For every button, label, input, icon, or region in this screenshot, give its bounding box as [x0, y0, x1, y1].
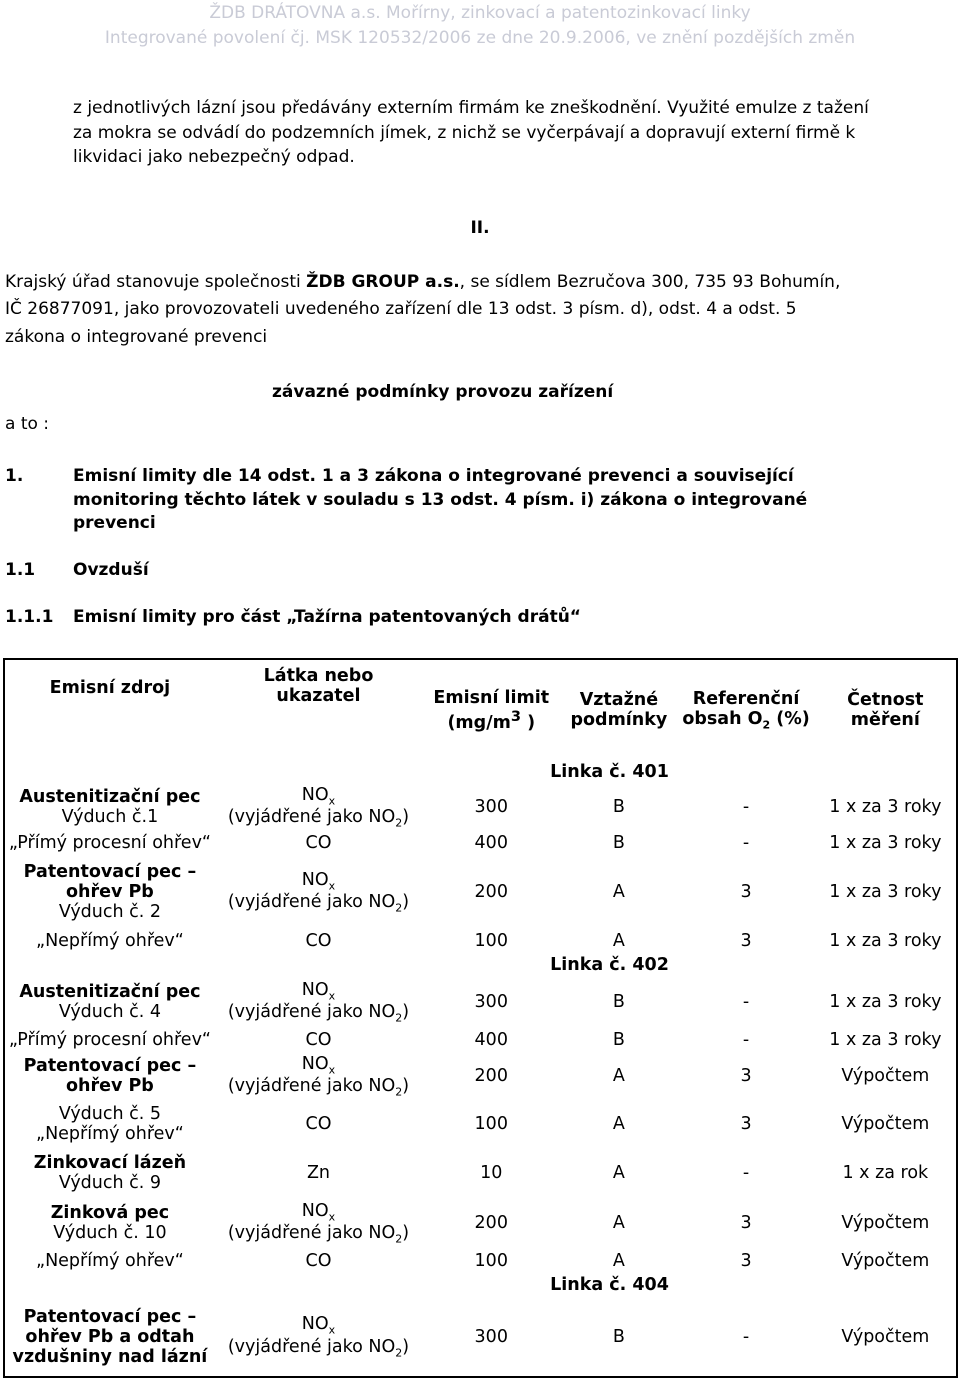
table-row [4, 953, 957, 977]
frequency-cell: 1 x za 3 roky [829, 930, 942, 951]
nox-expr: (vyjádřené jako NO [227, 1223, 396, 1243]
header-frequency [815, 659, 957, 760]
header-ref-1: Referenční [692, 688, 800, 709]
substance-cell: Zn [306, 1163, 331, 1183]
header-limit-3: ) [520, 712, 536, 733]
reference-cell: 3 [740, 882, 752, 902]
limit-cell: 300 [474, 797, 508, 817]
header-line-1: ŽDB DRÁTOVNA a.s. Mořírny, zinkovací a patentozinkovací linky [209, 3, 751, 23]
source-cell: „Přímý procesní ohřev“ [8, 833, 211, 853]
decision-line-2: IČ 26877091, jako provozovateli uvedeného zařízení dle 13 odst. 3 písm. d), odst. 4 a odst. 5 [5, 299, 797, 319]
condition-cell: A [612, 1066, 625, 1086]
header-limit-sup: 3 [510, 707, 521, 725]
reference-cell: 3 [740, 1114, 752, 1134]
header-ref-2: obsah O [682, 708, 763, 729]
condition-cell: A [612, 1163, 625, 1183]
table-row [4, 1198, 957, 1248]
ato-label: a to : [5, 414, 50, 434]
condition-cell: A [612, 1114, 625, 1134]
reference-cell: 3 [740, 1250, 752, 1271]
table-row [4, 1027, 957, 1052]
header-source: Emisní zdroj [49, 678, 171, 698]
source-name: Zinková pec [50, 1203, 170, 1223]
item-1-line-3: prevenci [73, 513, 156, 533]
header-reference [677, 659, 814, 760]
intro-line-3: likvidaci jako nebezpečný odpad. [73, 147, 355, 167]
source-cell [4, 1052, 215, 1100]
table-row [4, 1148, 957, 1198]
item-1-number: 1. [5, 466, 24, 486]
source-cell: „Přímý procesní ohřev“ [8, 1029, 211, 1050]
nox-expr-end: ) [402, 807, 410, 827]
limit-cell: 200 [474, 882, 508, 902]
source-name: Patentovací pec – [23, 1056, 197, 1076]
source-cell [4, 977, 215, 1027]
limit-cell: 300 [474, 1326, 508, 1347]
table-row [4, 1297, 957, 1377]
nox-sub: x [328, 989, 336, 1002]
limit-cell: 200 [474, 1066, 508, 1086]
condition-cell: B [612, 992, 625, 1012]
frequency-cell: 1 x za 3 roky [829, 992, 942, 1012]
nox-sub: x [328, 794, 336, 807]
reference-cell: - [742, 833, 750, 853]
header-substance [215, 659, 422, 760]
source-outlet: Výduch č. 2 [58, 902, 162, 922]
table-row [4, 1100, 957, 1148]
frequency-cell: Výpočtem [841, 1213, 930, 1233]
header-freq-2: měření [850, 710, 920, 730]
frequency-cell: 1 x za 3 roky [829, 1029, 942, 1050]
limit-cell: 300 [474, 992, 508, 1012]
decision-line-3: zákona o integrované prevenci [5, 327, 268, 347]
source-cell [4, 1100, 215, 1148]
section-number: II. [470, 218, 490, 238]
nox-expr: (vyjádřené jako NO [227, 892, 396, 912]
source-name-2: ohřev Pb [66, 882, 154, 902]
nox-sub: x [328, 1063, 336, 1076]
table-row [4, 830, 957, 856]
substance-cell [215, 1198, 422, 1248]
substance-cell [215, 856, 422, 928]
header-freq-1: Četnost [847, 690, 924, 710]
source-outlet: Výduch č.1 [61, 807, 159, 827]
header-cond-2: podmínky [570, 710, 668, 730]
source-name-3: vzdušniny nad lázní [12, 1346, 208, 1367]
substance-cell: CO [305, 833, 332, 853]
nox: NO [301, 1053, 329, 1074]
limit-cell: 200 [474, 1213, 508, 1233]
substance-cell [215, 977, 422, 1027]
source-name: Austenitizační pec [19, 982, 201, 1002]
reference-cell: 3 [740, 1213, 752, 1233]
source-name: Patentovací pec – [23, 862, 197, 882]
item-1-line-2: monitoring těchto látek v souladu s 13 odst. 4 písm. i) zákona o integrované [73, 490, 808, 510]
nox-expr-sub: 2 [395, 1346, 403, 1359]
decision-text-2: , se sídlem Bezručova 300, 735 93 Bohumín, [459, 272, 841, 292]
nox-expr-sub: 2 [395, 1232, 403, 1246]
source-cell: „Nepřímý ohřev“ [36, 930, 184, 951]
header-conditions [560, 659, 677, 760]
nox-expr-sub: 2 [395, 901, 403, 915]
nox-expr-end: ) [402, 1336, 410, 1357]
header-ref-3: (%) [770, 708, 810, 729]
table-row [4, 784, 957, 830]
source-outlet: Výduch č. 5 [58, 1104, 162, 1124]
frequency-cell: Výpočtem [841, 1250, 930, 1271]
table-row [4, 1052, 957, 1100]
item-1-1-1-title: Emisní limity pro část „Tažírna patentovaných drátů“ [73, 607, 581, 627]
nox-expr: (vyjádřené jako NO [227, 807, 396, 827]
item-1-line-1: Emisní limity dle 14 odst. 1 a 3 zákona o integrované prevenci a související [73, 466, 794, 486]
nox: NO [301, 869, 329, 890]
reference-cell: - [742, 992, 750, 1012]
header-limit-2: (mg/m [447, 712, 511, 733]
source-name: Zinkovací lázeň [33, 1153, 187, 1173]
condition-cell: B [612, 797, 625, 817]
table-row [4, 977, 957, 1027]
source-outlet: Výduch č. 4 [58, 1002, 162, 1022]
nox-sub: x [328, 1210, 336, 1223]
source-cell [4, 784, 215, 830]
decision-text: Krajský úřad stanovuje společnosti [5, 272, 307, 292]
line-404-title: Linka č. 404 [550, 1275, 669, 1295]
substance-cell: CO [305, 1250, 332, 1271]
nox-expr-end: ) [402, 1076, 410, 1096]
source-cell [4, 1148, 215, 1198]
header-limit-1: Emisní limit [433, 687, 550, 708]
source-outlet: Výduch č. 10 [53, 1223, 167, 1243]
nox-expr-end: ) [402, 892, 410, 912]
header-substance-1: Látka nebo [263, 666, 374, 686]
table-row [4, 1273, 957, 1297]
reference-cell: - [742, 1029, 750, 1050]
nox-expr-end: ) [402, 1223, 410, 1243]
limit-cell: 100 [474, 1250, 508, 1271]
substance-cell: CO [305, 1114, 332, 1134]
header-limit [422, 659, 560, 760]
line-401-title: Linka č. 401 [550, 762, 669, 782]
table-row [4, 928, 957, 953]
nox-expr: (vyjádřené jako NO [227, 1002, 396, 1022]
substance-cell [215, 784, 422, 830]
source-outlet: Výduch č. 9 [58, 1173, 162, 1193]
source-cell [4, 856, 215, 928]
limit-cell: 100 [474, 930, 508, 951]
nox: NO [301, 979, 329, 1000]
nox-sub: x [328, 1323, 336, 1337]
source-cell: „Nepřímý ohřev“ [36, 1250, 184, 1271]
header-cond-1: Vztažné [579, 690, 659, 710]
condition-cell: B [612, 833, 625, 853]
table-header-row [4, 659, 957, 760]
condition-cell: A [612, 1250, 625, 1271]
conditions-title: závazné podmínky provozu zařízení [272, 382, 614, 402]
nox-expr-end: ) [402, 1002, 410, 1022]
source-cell [4, 1297, 215, 1377]
reference-cell: - [742, 797, 750, 817]
substance-cell [215, 1297, 422, 1377]
frequency-cell: 1 x za 3 roky [829, 882, 942, 902]
frequency-cell: Výpočtem [841, 1114, 930, 1134]
condition-cell: B [612, 1326, 625, 1347]
source-name-2: ohřev Pb a odtah [25, 1326, 195, 1347]
nox: NO [301, 1200, 329, 1221]
source-name-2: ohřev Pb [66, 1076, 154, 1096]
table-row [4, 1248, 957, 1273]
nox-expr-sub: 2 [395, 1011, 403, 1025]
condition-cell: B [612, 1029, 625, 1050]
condition-cell: A [612, 882, 625, 902]
header-ref-sub: 2 [762, 718, 771, 732]
limit-cell: 400 [474, 833, 508, 853]
nox-expr: (vyjádřené jako NO [227, 1336, 396, 1357]
source-name: Austenitizační pec [19, 787, 201, 807]
source-cell [4, 1198, 215, 1248]
nox-expr: (vyjádřené jako NO [227, 1076, 396, 1096]
condition-cell: A [612, 1213, 625, 1233]
reference-cell: 3 [740, 1066, 752, 1086]
emission-limits-table [3, 658, 958, 1378]
limit-cell: 100 [474, 1114, 508, 1134]
table-row [4, 856, 957, 928]
nox-sub: x [328, 879, 336, 892]
frequency-cell: Výpočtem [841, 1326, 930, 1347]
frequency-cell: 1 x za 3 roky [829, 833, 942, 853]
line-402-title: Linka č. 402 [550, 955, 669, 975]
substance-cell: CO [305, 930, 332, 951]
source-name: Patentovací pec – [23, 1306, 197, 1327]
frequency-cell: 1 x za rok [842, 1163, 929, 1183]
decision-line-1 [5, 271, 840, 294]
substance-cell [215, 1052, 422, 1100]
nox: NO [301, 784, 329, 805]
nox: NO [301, 1314, 329, 1334]
item-1-1-number: 1.1 [5, 560, 36, 580]
frequency-cell: 1 x za 3 roky [829, 797, 942, 817]
intro-line-2: za mokra se odvádí do podzemních jímek, z nichž se vyčerpávají a dopravují externí firmě k [73, 123, 856, 143]
header-line-2: Integrované povolení čj. MSK 120532/2006 ze dne 20.9.2006, ve znění pozdějších změn [104, 28, 856, 48]
table-row [4, 760, 957, 784]
substance-cell: CO [305, 1029, 332, 1050]
source-heating: „Nepřímý ohřev“ [36, 1124, 184, 1144]
reference-cell: - [742, 1163, 750, 1183]
company-name: ŽDB GROUP a.s. [306, 272, 460, 292]
item-1-1-title: Ovzduší [73, 560, 149, 580]
nox-expr-sub: 2 [395, 816, 403, 830]
limit-cell: 400 [474, 1029, 508, 1050]
condition-cell: A [612, 930, 625, 951]
limit-cell: 10 [480, 1163, 503, 1183]
reference-cell: - [742, 1326, 750, 1347]
header-substance-2: ukazatel [276, 686, 361, 706]
nox-expr-sub: 2 [395, 1085, 403, 1099]
frequency-cell: Výpočtem [841, 1066, 930, 1086]
reference-cell: 3 [740, 930, 752, 951]
intro-line-1: z jednotlivých lázní jsou předávány externím firmám ke zneškodnění. Využité emulze z tažení [73, 98, 869, 118]
item-1-1-1-number: 1.1.1 [5, 607, 54, 627]
